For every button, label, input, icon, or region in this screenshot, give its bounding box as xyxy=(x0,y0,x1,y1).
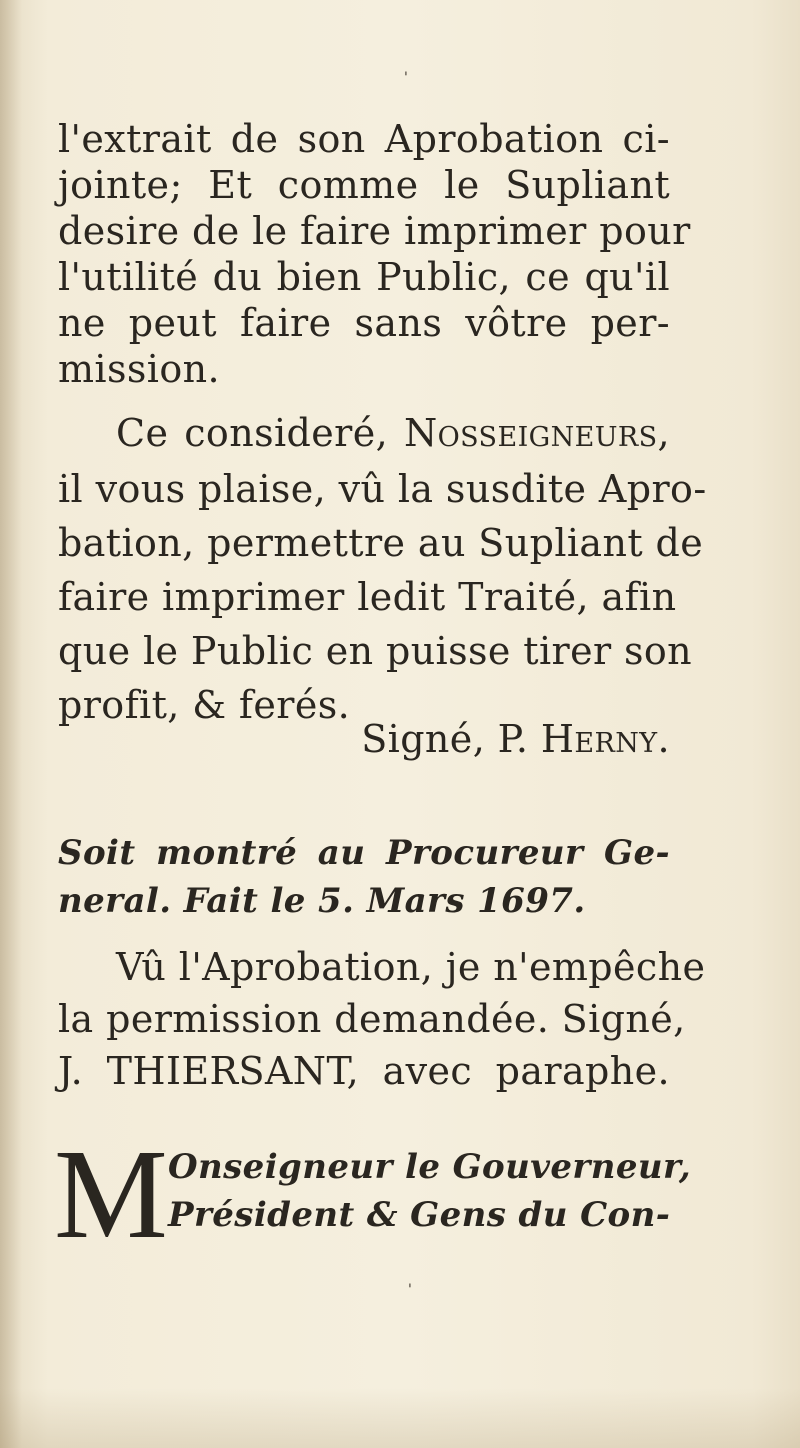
text-line: profit, & ferés. xyxy=(58,683,351,727)
text-run: Signé, P. xyxy=(361,717,541,761)
text-line: que le Public en puisse tirer son xyxy=(58,629,693,673)
text-line: jointe; Et comme le Supliant xyxy=(58,163,670,207)
text-line: la permission demandée. Signé, xyxy=(58,997,686,1041)
text-line-indented xyxy=(58,410,670,456)
text-line: J. THIERSANT, avec paraphe. xyxy=(58,1049,670,1093)
text-line: l'utilité du bien Public, ce qu'il xyxy=(58,255,670,299)
text-line: ne peut faire sans vôtre per- xyxy=(58,301,670,345)
text-line-italic: Soit montré au Procureur Ge- xyxy=(58,833,670,873)
top-mark: ' xyxy=(404,70,408,86)
text-line: il vous plaise, vû la susdite Apro- xyxy=(58,467,707,511)
text-run-small-caps: Nosseigneurs, xyxy=(403,411,670,455)
page-bottom-shadow xyxy=(0,1388,800,1448)
text-line: desire de le faire imprimer pour xyxy=(58,209,691,253)
text-line: mission. xyxy=(58,347,220,391)
text-run: Ce consideré, xyxy=(116,411,404,455)
text-line: bation, permettre au Supliant de xyxy=(58,521,704,565)
page-gutter-shadow xyxy=(0,0,22,1448)
text-line-italic: neral. Fait le 5. Mars 1697. xyxy=(58,881,586,921)
signature-name: Herny. xyxy=(540,717,670,761)
text-line: faire imprimer ledit Traité, afin xyxy=(58,575,677,619)
text-line-italic: Président & Gens du Con- xyxy=(168,1195,671,1235)
bottom-mark: ' xyxy=(408,1282,412,1298)
text-line-indented: Vû l'Aprobation, je n'empêche xyxy=(116,945,706,989)
text-line: l'extrait de son Aprobation ci- xyxy=(58,117,670,161)
drop-cap: M xyxy=(54,1123,168,1265)
text-line-italic: Onseigneur le Gouverneur, xyxy=(168,1147,692,1187)
signature-line xyxy=(58,716,670,762)
